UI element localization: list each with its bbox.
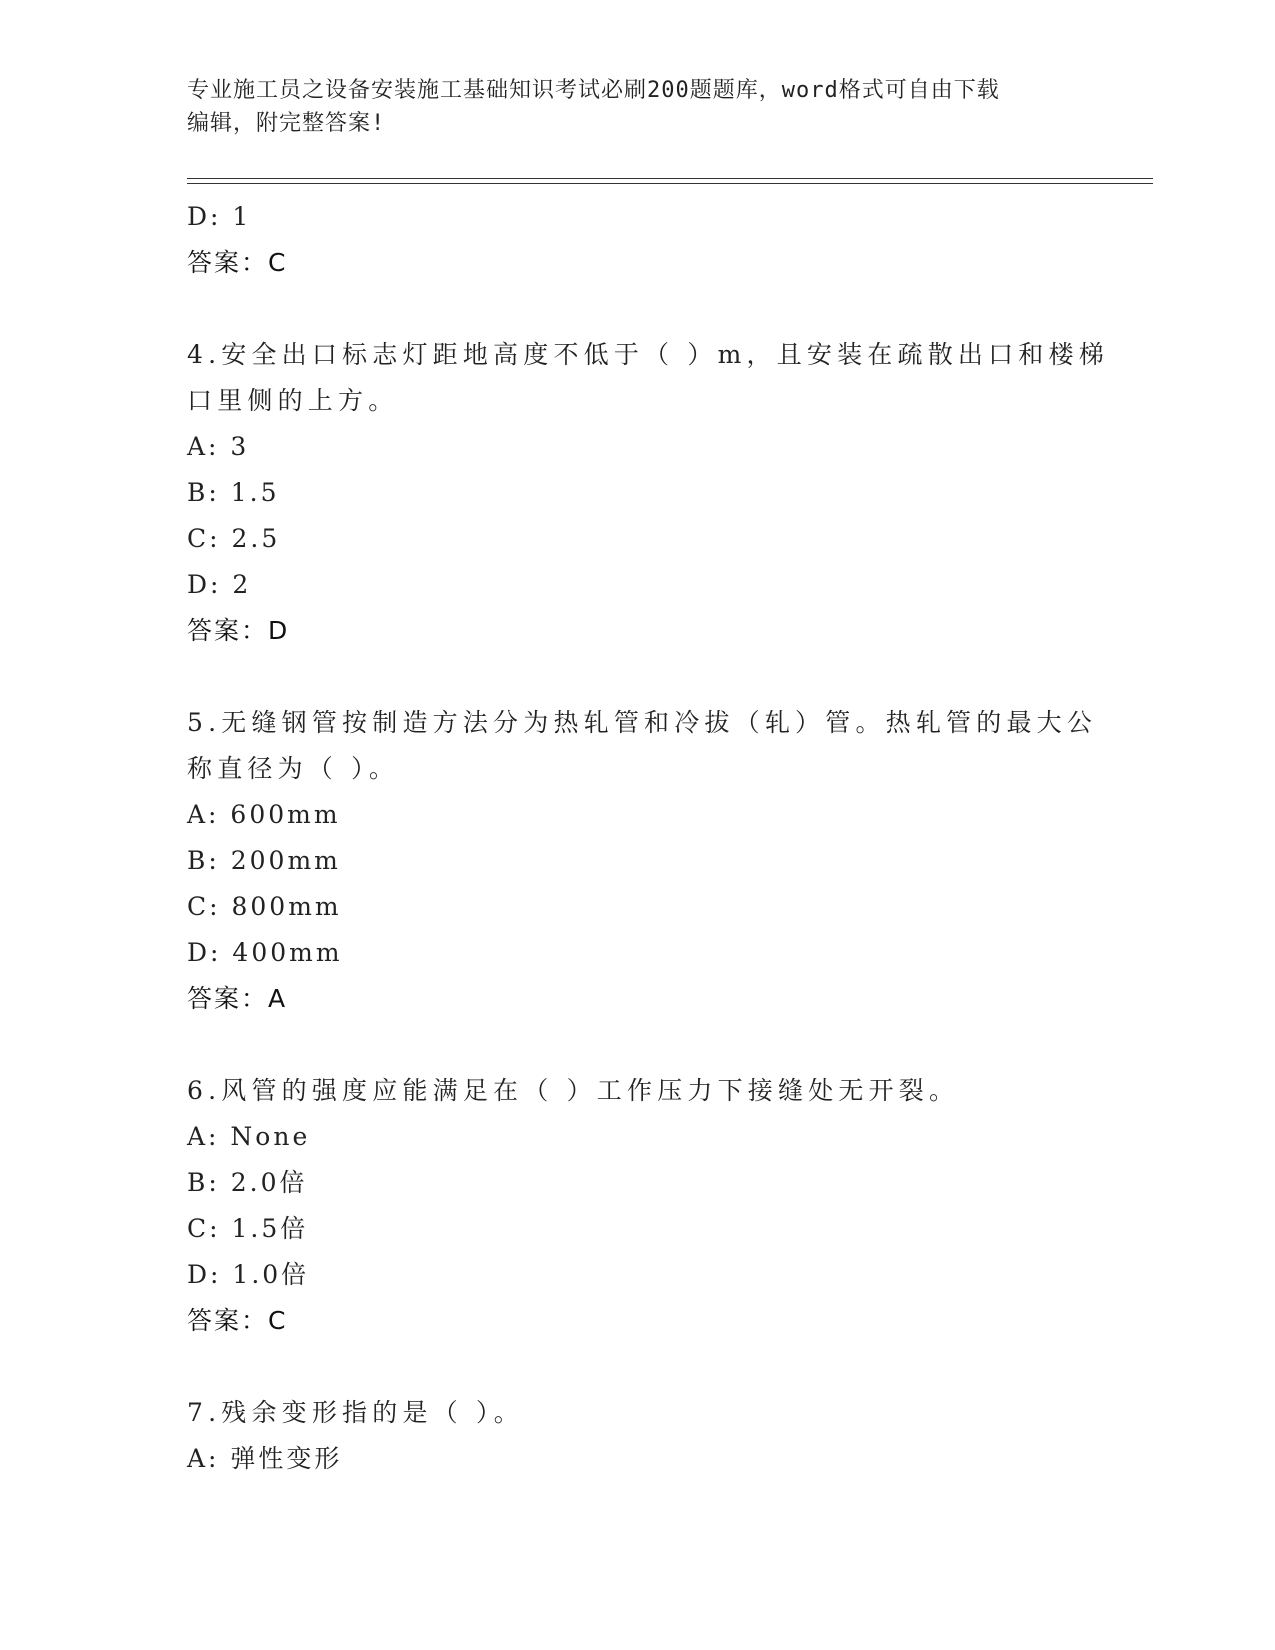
answer: 答案：C bbox=[187, 248, 288, 277]
question-text-line-2: 口里侧的上方。 bbox=[187, 386, 399, 415]
option-d: D: 400mm bbox=[187, 938, 343, 967]
question-text-line-2: 称直径为（ ）。 bbox=[187, 754, 400, 783]
question-text-line-1: 4.安全出口标志灯距地高度不低于（ ）m，且安装在疏散出口和楼梯 bbox=[187, 340, 1109, 369]
answer: 答案：C bbox=[187, 1306, 288, 1335]
option-c: C: 2.5 bbox=[187, 524, 281, 553]
option-a: A: None bbox=[187, 1122, 311, 1151]
answer: 答案：A bbox=[187, 984, 288, 1013]
header-title-line-1: 专业施工员之设备安装施工基础知识考试必刷200题题库，word格式可自由下载 bbox=[187, 78, 1000, 103]
option-a: A: 3 bbox=[187, 432, 250, 461]
option-b: B: 200mm bbox=[187, 846, 341, 875]
option-d: D: 1 bbox=[187, 202, 252, 231]
option-a: A: 弹性变形 bbox=[187, 1444, 343, 1473]
option-a: A: 600mm bbox=[187, 800, 341, 829]
question-text-line-1: 7.残余变形指的是（ ）。 bbox=[187, 1398, 524, 1427]
question-5 bbox=[187, 700, 1098, 1022]
header-divider-top bbox=[187, 178, 1153, 179]
question-7 bbox=[187, 1390, 1077, 1482]
option-b: B: 2.0倍 bbox=[187, 1168, 308, 1197]
spacer bbox=[187, 1344, 1077, 1390]
spacer bbox=[187, 654, 1077, 700]
option-c: C: 1.5倍 bbox=[187, 1214, 309, 1243]
option-b: B: 1.5 bbox=[187, 478, 280, 507]
question-3-tail bbox=[187, 194, 1077, 286]
header-title-line-2: 编辑，附完整答案! bbox=[187, 111, 386, 136]
question-text-line-1: 5.无缝钢管按制造方法分为热轧管和冷拔（轧）管。热轧管的最大公 bbox=[187, 708, 1098, 737]
question-6 bbox=[187, 1068, 1077, 1344]
spacer bbox=[187, 1022, 1077, 1068]
question-list bbox=[187, 194, 1109, 1482]
question-text-line-1: 6.风管的强度应能满足在（ ）工作压力下接缝处无开裂。 bbox=[187, 1076, 960, 1105]
document-header bbox=[187, 74, 1067, 140]
option-c: C: 800mm bbox=[187, 892, 342, 921]
answer: 答案：D bbox=[187, 616, 290, 645]
spacer bbox=[187, 286, 1077, 332]
question-4 bbox=[187, 332, 1109, 654]
option-d: D: 2 bbox=[187, 570, 252, 599]
option-d: D: 1.0倍 bbox=[187, 1260, 310, 1289]
header-divider-bottom bbox=[187, 183, 1153, 184]
